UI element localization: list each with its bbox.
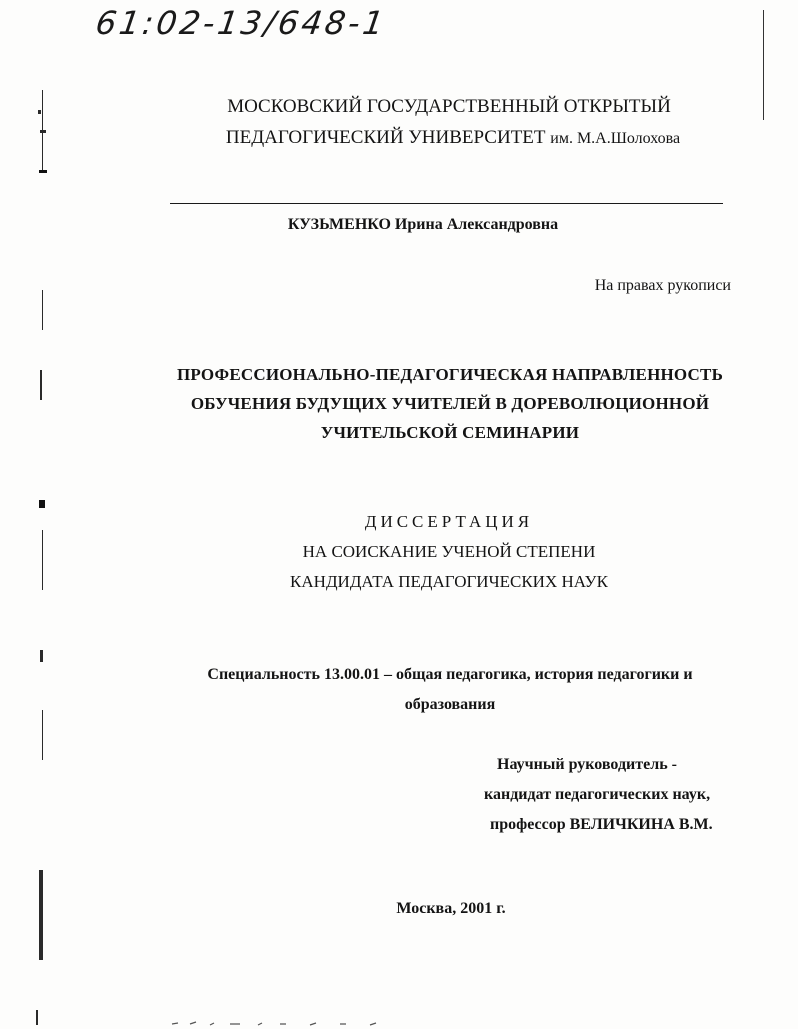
title-line-1: ПРОФЕССИОНАЛЬНО-ПЕДАГОГИЧЕСКАЯ НАПРАВЛЕННОСТЬ [176, 365, 724, 384]
specialty-line-2: образования [404, 696, 496, 713]
header-divider [170, 203, 723, 204]
university-name-line1: МОСКОВСКИЙ ГОСУДАРСТВЕННЫЙ ОТКРЫТЫЙ [227, 96, 671, 117]
title-line-3: УЧИТЕЛЬСКОЙ СЕМИНАРИИ [320, 423, 580, 442]
degree-line-3: КАНДИДАТА ПЕДАГОГИЧЕСКИХ НАУК [290, 572, 608, 591]
degree-line-2: НА СОИСКАНИЕ УЧЕНОЙ СТЕПЕНИ [302, 542, 596, 561]
title-line-2: ОБУЧЕНИЯ БУДУЩИХ УЧИТЕЛЕЙ В ДОРЕВОЛЮЦИОННОЙ [190, 394, 710, 413]
manuscript-rights-label: На правах рукописи [594, 277, 731, 294]
degree-statement [50, 507, 798, 597]
author-name: КУЗЬМЕНКО Ирина Александровна [287, 216, 559, 233]
dissertation-word: ДИССЕРТАЦИЯ [364, 512, 534, 531]
city-year: Москва, 2001 г. [396, 900, 506, 917]
university-name-main: ПЕДАГОГИЧЕСКИЙ УНИВЕРСИТЕТ [225, 127, 546, 148]
advisor-line-1: Научный руководитель - [497, 756, 677, 773]
specialty-line-1: Специальность 13.00.01 – общая педагогика, история педагогики и [207, 666, 693, 683]
bottom-scribble-artifact [170, 1018, 400, 1028]
university-named-after: им. М.А.Шолохова [550, 130, 681, 147]
specialty-statement [90, 660, 798, 720]
advisor-line-2: кандидат педагогических наук, [484, 786, 711, 803]
advisor-line-3: профессор ВЕЛИЧКИНА В.М. [490, 816, 713, 833]
university-name-line2 [54, 123, 798, 154]
dissertation-title [120, 360, 780, 447]
catalog-number-handwritten: 61:02-13/648-1 [93, 4, 389, 42]
